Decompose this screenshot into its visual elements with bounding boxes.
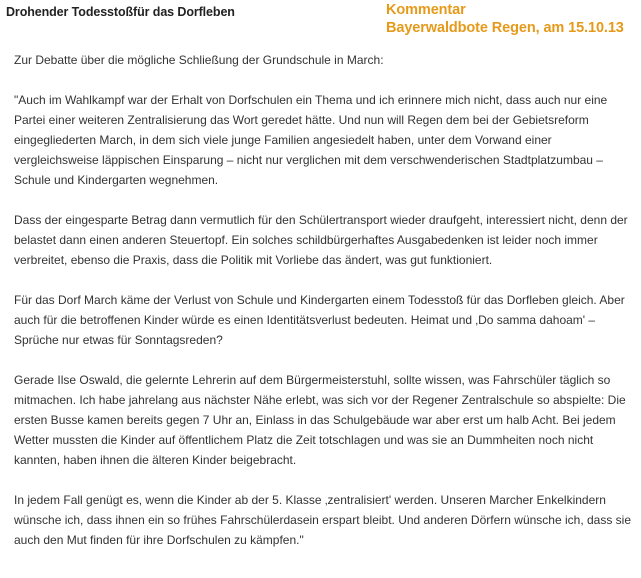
article-category: Kommentar <box>386 2 466 18</box>
article-paragraph: "Auch im Wahlkampf war der Erhalt von Dorfschulen ein Thema und ich erinnere mich nicht, dass auch nur eine Partei einer weiteren Zentralisierung das Wort geredet hätte. Und nun will Regen dem bei der Gebietsreform eingegliederten March, in dem sich viele junge Familien angesiedelt haben, unter dem Vorwand einer vergleichsweise läppischen Einsparung – nicht nur verglichen mit dem verschwenderischen Stadtplatzumbau – Schule und Kindergarten wegnehmen. <box>14 93 608 187</box>
article-paragraph: In jedem Fall genügt es, wenn die Kinder ab der 5. Klasse ‚zentralisiert' werden. Unseren Marcher Enkelkindern wünsche ich, dass ihnen ein so frühes Fahrschülerdasein erspart bleibt. Und anderen Dörfern wünsche ich, dass sie auch den Mut finden für ihre Dorfschulen zu kämpfen." <box>14 493 632 547</box>
article-headline: Drohender Todesstoßfür das Dorfleben <box>6 5 235 19</box>
article-intro: Zur Debatte über die mögliche Schließung der Grundschule in March: <box>14 53 384 67</box>
article-paragraph: Gerade Ilse Oswald, die gelernte Lehrerin auf dem Bürgermeisterstuhl, sollte wissen, was Fahrschüler täglich so mitmachen. Ich habe jahrelang aus nächster Nähe erlebt, was sich vor der Regener Zentralschule so abspielte: Die ersten Busse kamen bereits gegen 7 Uhr an, Einlass in das Schulgebäude war aber erst um halb Acht. Bei jedem Wetter mussten die Kinder auf öffentlichem Platz die Zeit totschlagen und was sie an Dummheiten noch nicht kannten, haben ihnen die älteren Kinder beigebracht. <box>14 373 626 467</box>
article-source: Bayerwaldbote Regen, am 15.10.13 <box>386 20 624 36</box>
article-header <box>0 0 641 50</box>
article-body <box>14 50 636 570</box>
article-paragraph: Für das Dorf March käme der Verlust von Schule und Kindergarten einem Todesstoß für das Dorfleben gleich. Aber auch für die betroffenen Kinder würde es einen Identitätsverlust bedeuten. Heimat und ‚Do samma dahoam' – Sprüche nur etwas für Sonntagsreden? <box>14 293 625 347</box>
article-paragraph: Dass der eingesparte Betrag dann vermutlich für den Schülertransport wieder draufgeht, interessiert nicht, denn der belastet dann einen anderen Steuertopf. Ein solches schildbürgerhaftes Ausgabedenken ist leider noch immer verbreitet, ebenso die Praxis, dass die Politik mit Vorliebe das ändert, was gut funktioniert. <box>14 213 628 267</box>
article-meta <box>386 1 624 37</box>
